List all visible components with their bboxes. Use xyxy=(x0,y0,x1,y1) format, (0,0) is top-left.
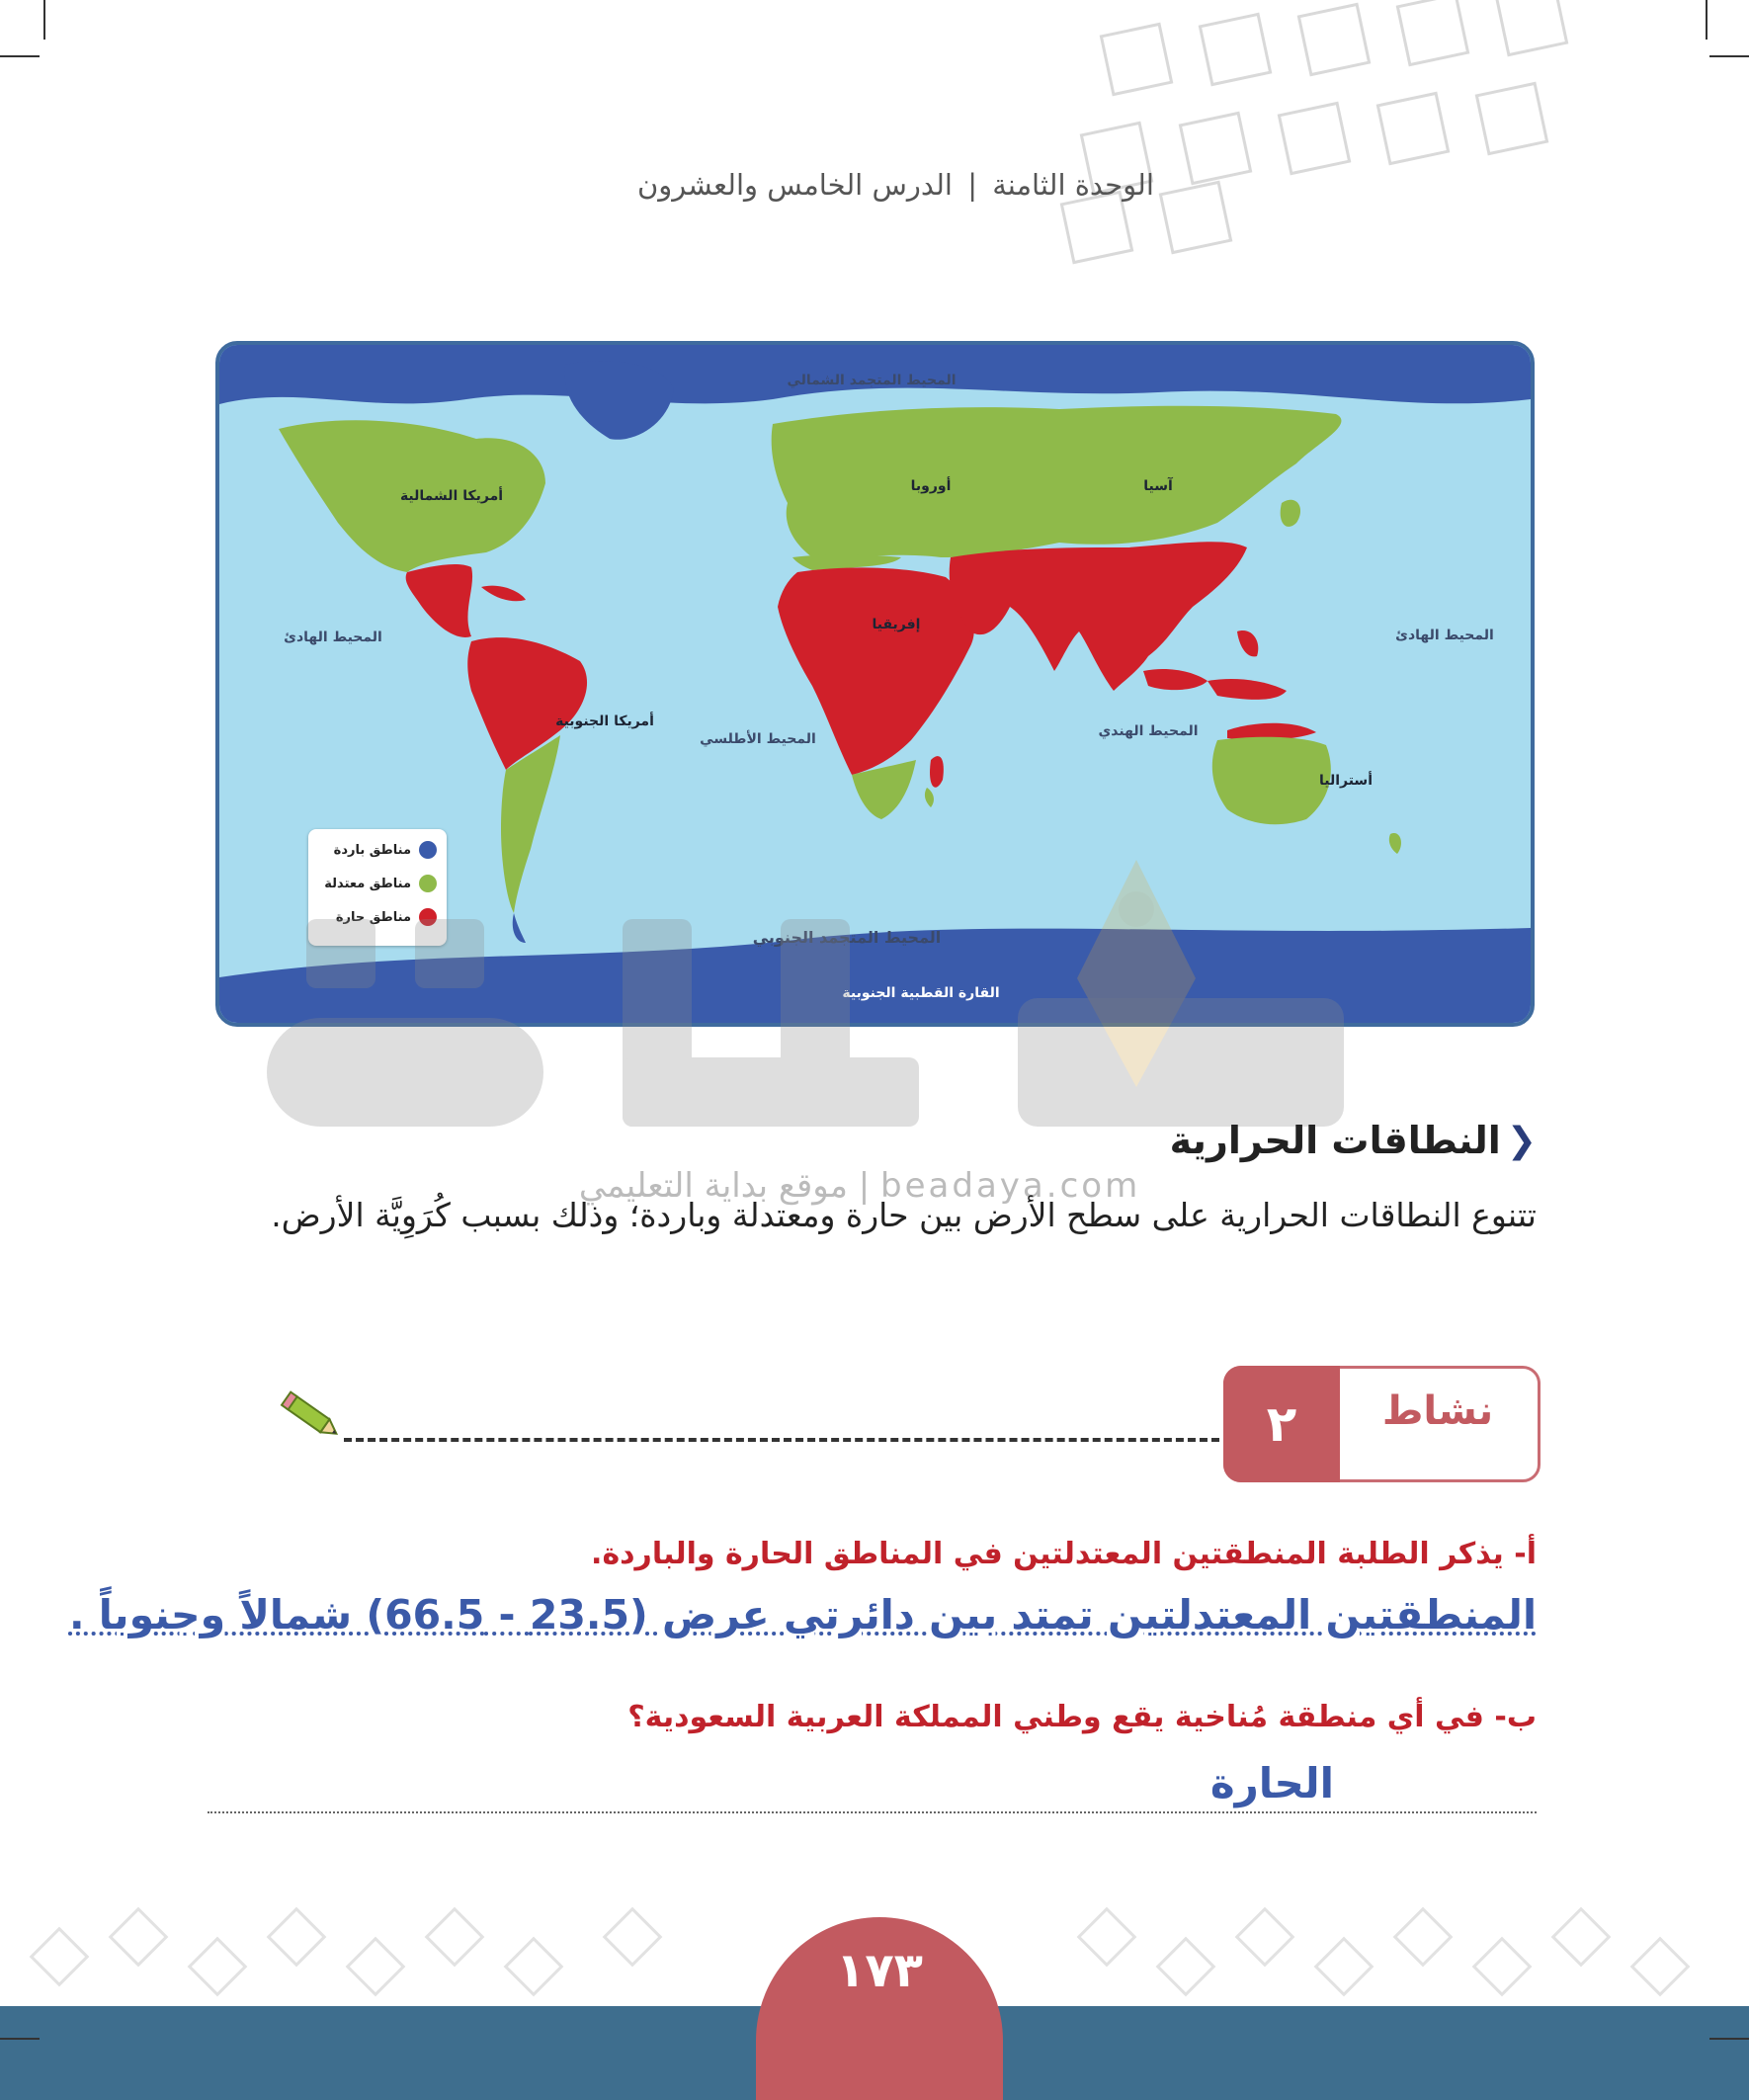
label-indian: المحيط الهندي xyxy=(1098,723,1199,739)
legend-item-temperate xyxy=(324,875,437,892)
cold-dot-icon xyxy=(419,841,437,859)
greenland xyxy=(564,361,674,440)
label-pacific-east: المحيط الهادئ xyxy=(1395,628,1494,643)
activity-number: ٢ xyxy=(1223,1366,1340,1482)
question-a: أ- يذكر الطلبة المنطقتين المعتدلتين في المناطق الحارة والباردة. xyxy=(591,1537,1537,1571)
central-america-hot xyxy=(406,564,472,637)
hot-dot-icon xyxy=(419,908,437,926)
label-africa: إفريقيا xyxy=(872,617,921,632)
chevron-left-icon: ❮ xyxy=(1506,1120,1537,1161)
page-number: ١٧٣ xyxy=(756,1917,1003,2100)
answer-b: الحارة xyxy=(1209,1759,1334,1807)
watermark-text: موقع بداية التعليمي | beadaya.com xyxy=(578,1166,1141,1206)
label-antarctica: القارة القطبية الجنوبية xyxy=(842,985,1000,1001)
label-pacific-west: المحيط الهادئ xyxy=(284,630,382,645)
label-australia: أستراليا xyxy=(1318,773,1374,789)
corner-pattern xyxy=(1047,0,1749,267)
asia-hot xyxy=(950,542,1247,691)
label-europe: أوروبا xyxy=(910,478,952,494)
south-america-hot xyxy=(467,637,587,770)
question-b: ب- في أي منطقة مُناخية يقع وطني المملكة العربية السعودية؟ xyxy=(627,1700,1537,1734)
world-climate-map xyxy=(215,341,1535,1027)
answer-a: المنطقتين المعتدلتين تمتد بين دائرتي عرض (23.5 - 66.5) شمالاً وجنوباً . xyxy=(68,1591,1537,1638)
dashed-line xyxy=(344,1438,1219,1442)
legend-item-cold xyxy=(334,841,437,859)
activity-label: نشاط xyxy=(1381,1388,1494,1434)
legend-label-hot: مناطق حارة xyxy=(335,909,411,925)
section-body: تتنوع النطاقات الحرارية على سطح الأرض بين حارة ومعتدلة وباردة؛ وذلك بسبب كُرَوِيَّة الأرض. xyxy=(271,1196,1537,1234)
north-africa-temperate xyxy=(792,554,901,570)
header-separator: | xyxy=(967,168,977,202)
section-title: النطاقات الحرارية xyxy=(1169,1119,1501,1162)
temperate-dot-icon xyxy=(419,875,437,892)
legend-label-temperate: مناطق معتدلة xyxy=(324,876,411,891)
label-atlantic: المحيط الأطلسي xyxy=(700,731,816,747)
legend-label-cold: مناطق باردة xyxy=(333,842,411,858)
australia-temperate xyxy=(1212,737,1331,824)
map-legend xyxy=(308,829,447,946)
label-southern-ocean: المحيط المتجمد الجنوبي xyxy=(752,928,942,947)
unit-title: الوحدة الثامنة xyxy=(992,168,1154,202)
eurasia-temperate xyxy=(772,406,1342,557)
lesson-title: الدرس الخامس والعشرون xyxy=(637,168,953,202)
page-header xyxy=(637,168,1230,202)
legend-item-hot xyxy=(336,908,437,926)
section-heading xyxy=(1170,1119,1537,1162)
pencil-icon xyxy=(277,1382,346,1451)
label-north-america: أمريكا الشمالية xyxy=(399,488,504,504)
label-arctic: المحيط المتجمد الشمالي xyxy=(787,373,957,388)
label-south-america: أمريكا الجنوبية xyxy=(555,714,654,729)
answer-line xyxy=(208,1811,1537,1813)
label-asia: آسيا xyxy=(1143,478,1173,494)
